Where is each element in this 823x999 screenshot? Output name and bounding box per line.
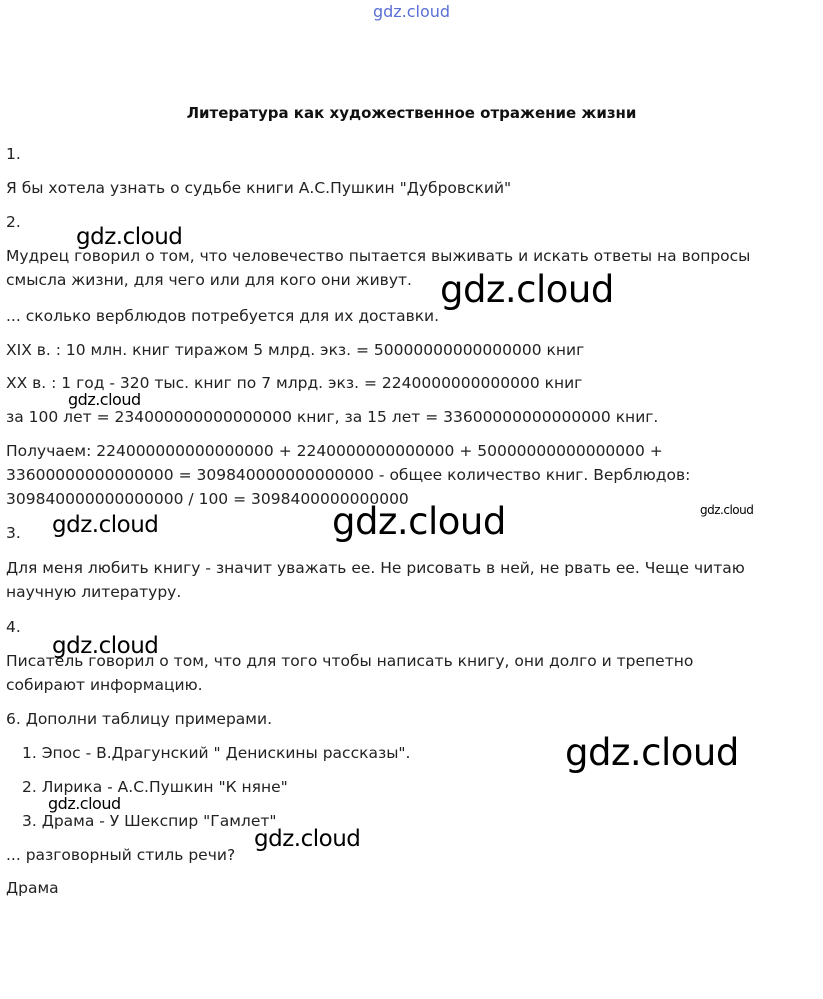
watermark-top: gdz.cloud: [372, 2, 451, 21]
q6-heading: 6. Дополни таблицу примерами.: [6, 710, 272, 728]
q2-line1: Мудрец говорил о том, что человечество пытается выживать и искать ответы на вопросы: [6, 247, 751, 265]
watermark: gdz.cloud: [254, 826, 361, 852]
watermark: gdz.cloud: [332, 500, 506, 543]
watermark: gdz.cloud: [52, 512, 159, 538]
q2-line7: Получаем: 224000000000000000 + 2240000000000000 + 50000000000000000 +: [6, 442, 663, 460]
q4-line1: Писатель говорил о том, что для того чтобы написать книгу, они долго и трепетно: [6, 652, 694, 670]
q6-line-after: ... разговорный стиль речи?: [6, 846, 236, 864]
q2-number: 2.: [6, 213, 21, 231]
q3-number: 3.: [6, 524, 21, 542]
q2-line4: XIX в. : 10 млн. книг тиражом 5 млрд. экз. = 50000000000000000 книг: [6, 341, 585, 359]
watermark: gdz.cloud: [700, 503, 754, 517]
watermark: gdz.cloud: [440, 268, 614, 311]
q2-line6: за 100 лет = 234000000000000000 книг, за 15 лет = 33600000000000000 книг.: [6, 408, 659, 426]
q1-answer: Я бы хотела узнать о судьбе книги А.С.Пушкин "Дубровский": [6, 179, 512, 197]
q4-line2: собирают информацию.: [6, 676, 203, 694]
watermark: gdz.cloud: [68, 390, 141, 409]
q4-number: 4.: [6, 618, 21, 636]
q6-answer: Драма: [6, 879, 59, 897]
q2-line2: смысла жизни, для чего или для кого они живут.: [6, 271, 412, 289]
watermark: gdz.cloud: [565, 731, 739, 774]
watermark: gdz.cloud: [48, 794, 121, 813]
q6-item-1: 1. Эпос - В.Драгунский " Денискины рассказы".: [22, 744, 411, 762]
q2-line9: 309840000000000000 / 100 = 3098400000000000: [6, 490, 409, 508]
q2-line5: XX в. : 1 год - 320 тыс. книг по 7 млрд. экз. = 2240000000000000 книг: [6, 374, 583, 392]
page-title: Литература как художественное отражение жизни: [186, 104, 637, 122]
q6-item-3: 3. Драма - У Шекспир "Гамлет": [22, 812, 277, 830]
q2-line8: 33600000000000000 = 309840000000000000 - общее количество книг. Верблюдов:: [6, 466, 691, 484]
q3-line1: Для меня любить книгу - значит уважать ее. Не рисовать в ней, не рвать ее. Чеще читаю: [6, 559, 745, 577]
q6-item-2: 2. Лирика - А.С.Пушкин "К няне": [22, 778, 288, 796]
watermark: gdz.cloud: [76, 224, 183, 250]
q3-line2: научную литературу.: [6, 583, 182, 601]
watermark: gdz.cloud: [52, 633, 159, 659]
q2-line3: ... сколько верблюдов потребуется для их доставки.: [6, 307, 440, 325]
q1-number: 1.: [6, 145, 21, 163]
